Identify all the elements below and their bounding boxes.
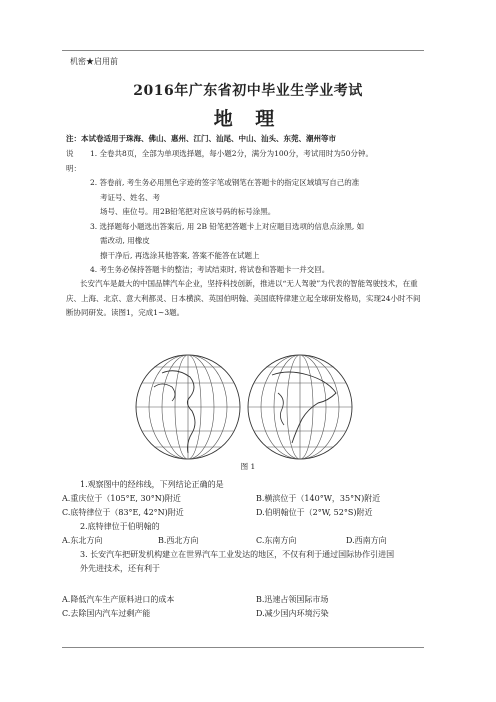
q1-option-c: C.底特律位于（83°E, 42°N)附近: [62, 508, 184, 517]
question-3-stem-line2: 外先进技术，还有利于: [80, 564, 160, 573]
instruction-2b: 考证号、姓名、考: [100, 192, 160, 202]
instructions-label: 说 明：: [66, 149, 81, 173]
q3-option-b: B.迅速占领国际市场: [256, 595, 329, 604]
western-hemisphere-globe: [136, 355, 240, 459]
q3-option-c: C.去除国内汽车过剩产能: [62, 609, 151, 618]
top-rule: [62, 50, 424, 51]
instruction-3b: 需改动, 用橡皮: [100, 236, 150, 245]
q1-option-b: B.横滨位于（140°W，35°N)附近: [256, 494, 381, 503]
q1-option-a: A.重庆位于（105°E, 30°N)附近: [62, 494, 181, 503]
instructions: [66, 147, 420, 278]
eastern-hemisphere-globe: [248, 355, 352, 459]
q1-option-d: D.伯明翰位于（2°W, 52°S)附近: [256, 508, 373, 517]
q3-option-d: D.减少国内环境污染: [256, 609, 329, 618]
confidential-label: 机密★启用前: [70, 57, 118, 66]
instruction-4: 4. 考生务必保持答题卡的整洁；考试结束时, 将试卷和答题卡一并交回。: [90, 265, 330, 274]
q3-option-a: A.降低汽车生产原料进口的成本: [62, 595, 175, 604]
figure-caption: 图 1: [240, 462, 256, 471]
q2-option-d: D.西南方向: [346, 536, 387, 545]
instruction-3a: 3. 选择题每小题选出答案后, 用 2B 铅笔把答题卡上对应题目选项的信息点涂黑, 如: [90, 221, 365, 231]
instruction-3c: 擦干净后, 再选涂其他答案, 答案不能答在试题上: [100, 250, 260, 260]
reading-passage: 长安汽车是最大的中国品牌汽车企业，坚持科技创新，推进以“无人驾驶”为代表的智能驾驶技术，在重庆、上海、北京、意大利都灵、日本横滨、英国伯明翰、美国底特律建立起全球研发格局，实现24小时不间断协同研发。读图1，完成1~3题。: [66, 279, 421, 317]
exam-title: 2016年广东省初中毕业生学业考试: [133, 83, 363, 99]
q2-option-c: C.东南方向: [256, 536, 297, 545]
question-3-stem-line1: 3. 长安汽车把研发机构建立在世界汽车工业发达的地区，不仅有利于通过国际协作引进国: [80, 550, 395, 559]
instruction-2a: 2. 答卷前, 考生务必用黑色字迹的签字笔或钢笔在答题卡的指定区域填写自己的准: [90, 178, 360, 187]
question-1-stem: 1.观察图中的经纬线，下列结论正确的是: [80, 480, 224, 489]
globe-figure: [132, 353, 354, 461]
q2-option-a: A.东北方向: [62, 536, 103, 545]
question-2-stem: 2.底特律位于伯明翰的: [80, 522, 160, 531]
instruction-2c: 场号、座位号。用2B铅笔把对应该号码的标号涂黑。: [100, 207, 276, 216]
subject-title: 地 理: [213, 108, 283, 130]
applicable-note: 注：本试卷适用于珠海、佛山、惠州、江门、汕尾、中山、汕头、东莞、潮州等市: [66, 134, 336, 143]
bottom-rule: [62, 647, 424, 648]
instruction-1: 1. 全卷共8页，全部为单项选择题，每小题2分，满分为100分，考试用时为50分钟。: [90, 149, 373, 158]
q2-option-b: B.西北方向: [158, 536, 199, 545]
